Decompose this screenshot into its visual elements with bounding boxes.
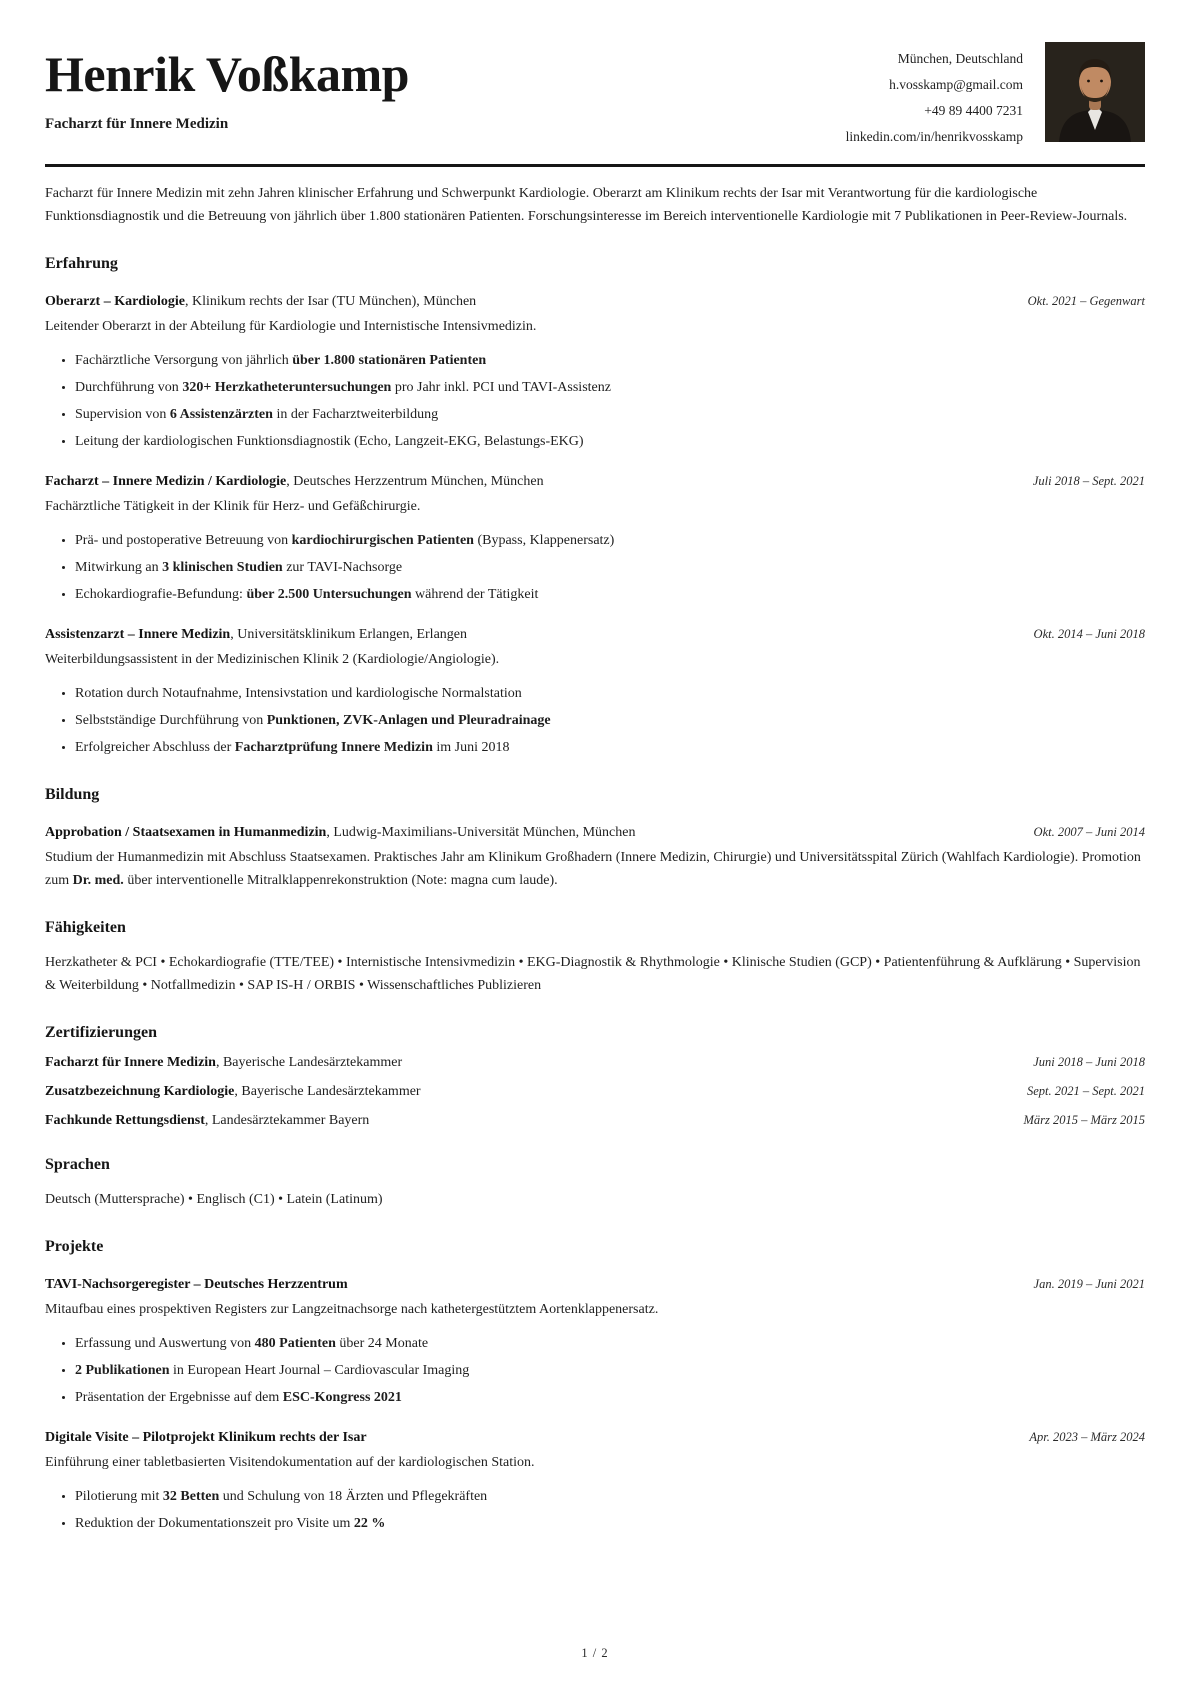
project-entry-header: [45, 1277, 1145, 1293]
experience-entry-title: Assistenzarzt – Innere Medizin, Universitätsklinikum Erlangen, Erlangen: [45, 627, 467, 642]
experience-entry-date: Okt. 2014 – Juni 2018: [1033, 627, 1145, 641]
experience-bullet-item: • Leitung der kardiologischen Funktionsdiagnostik (Echo, Langzeit-EKG, Belastungs-EKG): [75, 430, 1145, 453]
person-job-title: Facharzt für Innere Medizin: [45, 115, 229, 132]
contact-info: [846, 42, 1023, 150]
experience-entry-header: [45, 294, 1145, 310]
certification-entry-header: [45, 1084, 1145, 1100]
project-entry-date: Jan. 2019 – Juni 2021: [1033, 1277, 1145, 1291]
person-name: Henrik Voßkamp: [45, 46, 409, 102]
certification-entry-header: [45, 1055, 1145, 1071]
experience-bullet-item: • Durchführung von 320+ Herzkatheteruntersuchungen pro Jahr inkl. PCI und TAVI-Assistenz: [75, 376, 1145, 399]
experience-entry-subtitle: Leitender Oberarzt in der Abteilung für Kardiologie und Internistische Intensivmedizin.: [45, 319, 537, 334]
project-entry-title: Digitale Visite – Pilotprojekt Klinikum rechts der Isar: [45, 1430, 367, 1445]
certification-entry-title: Fachkunde Rettungsdienst, Landesärztekammer Bayern: [45, 1113, 370, 1128]
section-heading-education: Bildung: [45, 786, 100, 803]
header-contact-block: [846, 42, 1145, 150]
project-entry: [45, 1430, 1145, 1535]
experience-entry-subtitle: Weiterbildungsassistent in der Medizinischen Klinik 2 (Kardiologie/Angiologie).: [45, 652, 500, 667]
project-entry-header: [45, 1430, 1145, 1446]
project-bullet-item: • Reduktion der Dokumentationszeit pro Visite um 22 %: [75, 1512, 1145, 1535]
experience-entry-date: Juli 2018 – Sept. 2021: [1032, 474, 1145, 488]
project-bullet-list: [45, 1485, 1145, 1535]
contact-phone: +49 89 4400 7231: [924, 103, 1023, 118]
project-entry: [45, 1277, 1145, 1409]
experience-entry-date: Okt. 2021 – Gegenwart: [1027, 294, 1145, 308]
languages-list: Deutsch (Muttersprache) • Englisch (C1) • Latein (Latinum): [45, 1192, 383, 1207]
project-entry-subtitle: Einführung einer tabletbasierten Visitendokumentation auf der kardiologischen Station.: [45, 1455, 535, 1470]
contact-location: München, Deutschland: [897, 51, 1023, 66]
project-entries: [45, 1277, 1145, 1535]
experience-bullet-list: [45, 682, 1145, 759]
project-entry-title: TAVI-Nachsorgeregister – Deutsches Herzzentrum: [45, 1277, 348, 1292]
certification-entry-date: Juni 2018 – Juni 2018: [1033, 1055, 1145, 1069]
experience-entry: [45, 294, 1145, 453]
contact-email: h.vosskamp@gmail.com: [889, 77, 1023, 92]
experience-bullet-list: [45, 529, 1145, 606]
experience-entry-subtitle: Fachärztliche Tätigkeit in der Klinik für Herz- und Gefäßchirurgie.: [45, 499, 421, 514]
certification-entry-title: Facharzt für Innere Medizin, Bayerische Landesärztekammer: [45, 1055, 403, 1070]
experience-entries: [45, 294, 1145, 759]
certification-entry: [45, 1055, 1145, 1071]
education-entry-header: [45, 825, 1145, 841]
section-heading-experience: Erfahrung: [45, 255, 118, 272]
experience-bullet-item: • Mitwirkung an 3 klinischen Studien zur TAVI-Nachsorge: [75, 556, 1145, 579]
experience-bullet-item: • Echokardiografie-Befundung: über 2.500 Untersuchungen während der Tätigkeit: [75, 583, 1145, 606]
education-entries: [45, 825, 1145, 892]
experience-entry-header: [45, 474, 1145, 490]
experience-bullet-item: • Fachärztliche Versorgung von jährlich über 1.800 stationären Patienten: [75, 349, 1145, 372]
header-identity: [45, 42, 409, 133]
education-entry: [45, 825, 1145, 892]
project-entry-date: Apr. 2023 – März 2024: [1029, 1430, 1145, 1444]
section-heading-certifications: Zertifizierungen: [45, 1024, 157, 1041]
experience-entry-title: Oberarzt – Kardiologie, Klinikum rechts der Isar (TU München), München: [45, 294, 477, 309]
project-bullet-item: • 2 Publikationen in European Heart Journal – Cardiovascular Imaging: [75, 1359, 1145, 1382]
header: [45, 42, 1145, 150]
certification-entries: [45, 1055, 1145, 1129]
certification-entry-title: Zusatzbezeichnung Kardiologie, Bayerische Landesärztekammer: [45, 1084, 421, 1099]
experience-bullet-item: • Prä- und postoperative Betreuung von kardiochirurgischen Patienten (Bypass, Klappenersatz): [75, 529, 1145, 552]
section-heading-skills: Fähigkeiten: [45, 919, 126, 936]
profile-photo: [1045, 42, 1145, 142]
experience-entry-header: [45, 627, 1145, 643]
experience-entry: [45, 474, 1145, 606]
profile-photo-image: [1045, 42, 1145, 142]
page-number: 1 / 2: [581, 1646, 609, 1660]
section-heading-languages: Sprachen: [45, 1156, 110, 1173]
project-entry-subtitle: Mitaufbau eines prospektiven Registers zur Langzeitnachsorge nach kathetergestütztem Aortenklappenersatz.: [45, 1302, 659, 1317]
experience-bullet-list: [45, 349, 1145, 453]
education-entry-title: Approbation / Staatsexamen in Humanmedizin, Ludwig-Maximilians-Universität München, München: [45, 825, 636, 840]
contact-linkedin: linkedin.com/in/henrikvosskamp: [845, 129, 1023, 144]
project-bullet-item: • Präsentation der Ergebnisse auf dem ESC-Kongress 2021: [75, 1386, 1145, 1409]
experience-entry-title: Facharzt – Innere Medizin / Kardiologie, Deutsches Herzzentrum München, München: [45, 474, 544, 489]
skills-list: Herzkatheter & PCI • Echokardiografie (TTE/TEE) • Internistische Intensivmedizin • EKG-Diagnostik & Rhythmologie • Klinische Studien (GCP) • Patientenführung & Aufklärung • Supervision & Weiterbildung • Notfallmedizin • SAP IS-H / ORBIS • Wissenschaftliches Publizieren: [45, 955, 1141, 993]
experience-entry: [45, 627, 1145, 759]
experience-bullet-item: • Rotation durch Notaufnahme, Intensivstation und kardiologische Normalstation: [75, 682, 1145, 705]
certification-entry-header: [45, 1113, 1145, 1129]
certification-entry-date: Sept. 2021 – Sept. 2021: [1026, 1084, 1145, 1098]
summary-paragraph: Facharzt für Innere Medizin mit zehn Jahren klinischer Erfahrung und Schwerpunkt Kardiologie. Oberarzt am Klinikum rechts der Isar mit Verantwortung für die kardiologische Funktionsdiagnostik und die Betreuung von jährlich über 1.800 stationären Patienten. Forschungsinteresse im Bereich interventionelle Kardiologie mit 7 Publikationen in Peer-Review-Journals.: [45, 186, 1128, 224]
project-bullet-item: • Erfassung und Auswertung von 480 Patienten über 24 Monate: [75, 1332, 1145, 1355]
section-heading-projects: Projekte: [45, 1238, 104, 1255]
certification-entry: [45, 1084, 1145, 1100]
project-bullet-item: • Pilotierung mit 32 Betten und Schulung von 18 Ärzten und Pflegekräften: [75, 1485, 1145, 1508]
certification-entry-date: März 2015 – März 2015: [1023, 1113, 1145, 1127]
experience-bullet-item: • Erfolgreicher Abschluss der Facharztprüfung Innere Medizin im Juni 2018: [75, 736, 1145, 759]
education-entry-date: Okt. 2007 – Juni 2014: [1033, 825, 1145, 839]
experience-bullet-item: • Supervision von 6 Assistenzärzten in der Facharztweiterbildung: [75, 403, 1145, 426]
header-divider: [45, 164, 1145, 167]
project-bullet-list: [45, 1332, 1145, 1409]
education-entry-description: Studium der Humanmedizin mit Abschluss Staatsexamen. Praktisches Jahr am Klinikum Großhadern (Innere Medizin, Chirurgie) und Universitätsspital Zürich (Wahlfach Kardiologie). Promotion zum Dr. med. über interventionelle Mitralklappenrekonstruktion (Note: magna cum laude).: [45, 850, 1141, 888]
experience-bullet-item: • Selbstständige Durchführung von Punktionen, ZVK-Anlagen und Pleuradrainage: [75, 709, 1145, 732]
certification-entry: [45, 1113, 1145, 1129]
